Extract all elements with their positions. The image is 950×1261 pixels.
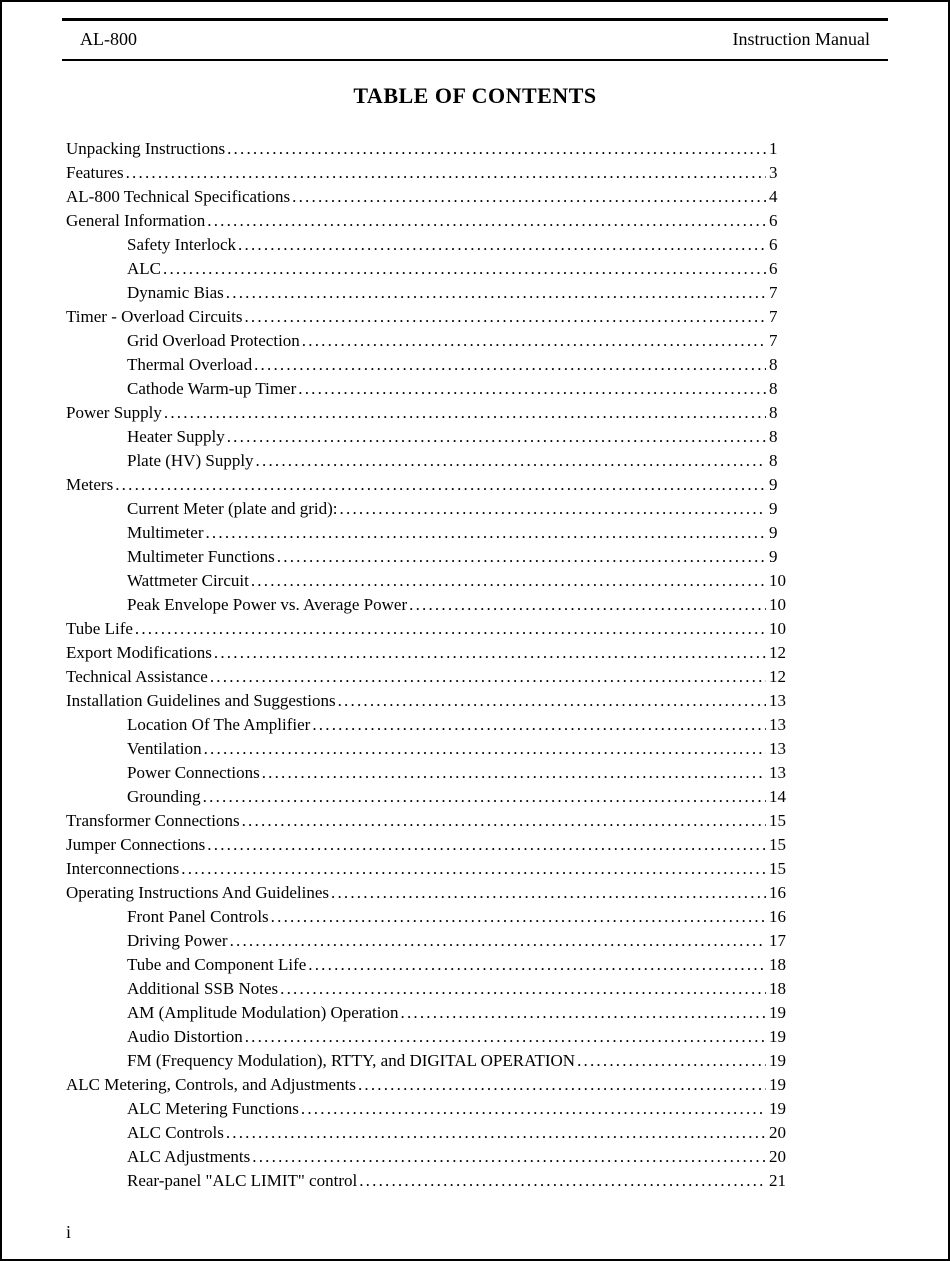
page-title: TABLE OF CONTENTS (353, 83, 597, 108)
toc-entry-label: ALC Controls (127, 1123, 224, 1142)
toc-entry (66, 281, 791, 305)
toc-list (66, 137, 791, 1193)
toc-entry-label: Installation Guidelines and Suggestions (66, 691, 336, 710)
toc-dot-leader (238, 233, 766, 257)
page-header (62, 21, 888, 59)
toc-dot-leader (226, 1121, 766, 1145)
toc-entry (66, 665, 791, 689)
toc-entry-page: 19 (769, 1051, 786, 1070)
toc-entry (66, 593, 791, 617)
toc-entry-page: 15 (769, 811, 786, 830)
toc-entry (66, 329, 791, 353)
toc-entry-label: Additional SSB Notes (127, 979, 279, 998)
toc-dot-leader (251, 569, 766, 593)
toc-entry-label: Tube and Component Life (127, 955, 307, 974)
toc-dot-leader (359, 1169, 766, 1193)
toc-dot-leader (338, 689, 766, 713)
toc-entry-page: 19 (769, 1075, 786, 1094)
toc-dot-leader (227, 425, 766, 449)
toc-dot-leader (244, 305, 766, 329)
toc-entry-page: 4 (769, 187, 778, 206)
toc-entry-page: 18 (769, 955, 786, 974)
toc-entry-label: Power Supply (66, 403, 162, 422)
toc-entry-page: 8 (769, 379, 778, 398)
toc-entry (66, 161, 791, 185)
toc-entry-label: Grounding (127, 787, 201, 806)
toc-entry-label: FM (Frequency Modulation), RTTY, and DIGITAL OPERATION (127, 1051, 576, 1070)
toc-entry-label: Export Modifications (66, 643, 212, 662)
toc-entry (66, 209, 791, 233)
toc-dot-leader (301, 1097, 766, 1121)
toc-entry (66, 1169, 791, 1193)
toc-entry-page: 6 (769, 235, 778, 254)
toc-dot-leader (252, 1145, 766, 1169)
toc-entry (66, 521, 791, 545)
toc-entry-page: 6 (769, 259, 778, 278)
toc-entry-label: Rear-panel "ALC LIMIT" control (127, 1171, 358, 1190)
toc-entry-label: Multimeter Functions (127, 547, 275, 566)
toc-entry-page: 15 (769, 835, 786, 854)
toc-dot-leader (340, 497, 766, 521)
toc-entry-label: Operating Instructions And Guidelines (66, 883, 329, 902)
toc-entry-page: 12 (769, 667, 786, 686)
toc-entry (66, 1097, 791, 1121)
toc-entry-page: 7 (769, 331, 778, 350)
toc-entry-page: 20 (769, 1123, 786, 1142)
toc-dot-leader (312, 713, 766, 737)
toc-entry-label: Cathode Warm-up Timer (127, 379, 297, 398)
toc-entry-page: 8 (769, 403, 778, 422)
toc-entry (66, 473, 791, 497)
toc-dot-leader (203, 785, 766, 809)
toc-entry-page: 3 (769, 163, 778, 182)
toc-dot-leader (181, 857, 766, 881)
toc-entry (66, 377, 791, 401)
footer-page-number: i (66, 1222, 72, 1242)
toc-entry (66, 785, 791, 809)
toc-dot-leader (302, 329, 766, 353)
toc-entry (66, 257, 791, 281)
toc-entry (66, 1073, 791, 1097)
toc-entry-page: 13 (769, 715, 786, 734)
toc-entry-label: Safety Interlock (127, 235, 237, 254)
toc-entry-label: General Information (66, 211, 206, 230)
toc-dot-leader (230, 929, 766, 953)
toc-dot-leader (227, 137, 766, 161)
toc-dot-leader (214, 641, 766, 665)
toc-dot-leader (271, 905, 766, 929)
toc-dot-leader (409, 593, 766, 617)
toc-dot-leader (115, 473, 766, 497)
toc-entry-label: ALC Metering Functions (127, 1099, 299, 1118)
toc-entry (66, 1145, 791, 1169)
toc-dot-leader (292, 185, 766, 209)
toc-entry-label: Meters (66, 475, 114, 494)
toc-entry-page: 10 (769, 595, 786, 614)
toc-entry-page: 9 (769, 475, 778, 494)
toc-entry (66, 425, 791, 449)
toc-entry (66, 881, 791, 905)
toc-entry-label: Driving Power (127, 931, 228, 950)
toc-entry-page: 9 (769, 523, 778, 542)
toc-entry (66, 641, 791, 665)
toc-entry-label: Ventilation (127, 739, 202, 758)
toc-entry-label: Technical Assistance (66, 667, 208, 686)
toc-entry-label: Front Panel Controls (127, 907, 269, 926)
toc-entry-label: Transformer Connections (66, 811, 240, 830)
toc-entry-label: Jumper Connections (66, 835, 206, 854)
toc-entry-page: 12 (769, 643, 786, 662)
toc-entry-label: Grid Overload Protection (127, 331, 300, 350)
toc-dot-leader (242, 809, 766, 833)
toc-entry (66, 833, 791, 857)
toc-entry-page: 1 (769, 139, 778, 158)
toc-entry-page: 14 (769, 787, 786, 806)
toc-entry (66, 905, 791, 929)
toc-entry-page: 15 (769, 859, 786, 878)
toc-dot-leader (226, 281, 766, 305)
toc-entry-page: 8 (769, 427, 778, 446)
toc-dot-leader (277, 545, 766, 569)
toc-entry (66, 1001, 791, 1025)
toc-dot-leader (135, 617, 766, 641)
toc-entry-page: 8 (769, 451, 778, 470)
toc-entry (66, 137, 791, 161)
toc-entry-page: 21 (769, 1171, 786, 1190)
toc-entry (66, 977, 791, 1001)
toc-entry-label: Peak Envelope Power vs. Average Power (127, 595, 408, 614)
toc-dot-leader (308, 953, 766, 977)
toc-entry-page: 19 (769, 1099, 786, 1118)
toc-entry (66, 569, 791, 593)
toc-dot-leader (358, 1073, 766, 1097)
toc-entry-page: 9 (769, 547, 778, 566)
toc-entry-label: Multimeter (127, 523, 204, 542)
toc-entry (66, 857, 791, 881)
toc-entry (66, 953, 791, 977)
toc-entry-page: 13 (769, 739, 786, 758)
toc-entry (66, 497, 791, 521)
toc-dot-leader (163, 257, 766, 281)
toc-entry-page: 20 (769, 1147, 786, 1166)
toc-entry-label: Heater Supply (127, 427, 225, 446)
toc-entry-page: 7 (769, 307, 778, 326)
header-rule (62, 59, 888, 61)
toc-entry (66, 809, 791, 833)
toc-dot-leader (280, 977, 766, 1001)
toc-dot-leader (207, 833, 766, 857)
toc-entry-page: 9 (769, 499, 778, 518)
toc-dot-leader (254, 353, 766, 377)
toc-entry-page: 13 (769, 691, 786, 710)
toc-entry (66, 545, 791, 569)
toc-dot-leader (207, 209, 766, 233)
toc-entry-label: Interconnections (66, 859, 180, 878)
toc-entry-label: Audio Distortion (127, 1027, 243, 1046)
toc-entry-label: ALC Metering, Controls, and Adjustments (66, 1075, 356, 1094)
toc-entry-page: 13 (769, 763, 786, 782)
toc-entry-page: 6 (769, 211, 778, 230)
toc-entry-page: 19 (769, 1027, 786, 1046)
toc-entry (66, 353, 791, 377)
toc-entry-label: ALC (127, 259, 161, 278)
toc-entry (66, 185, 791, 209)
toc-dot-leader (298, 377, 766, 401)
toc-dot-leader (401, 1001, 767, 1025)
toc-entry (66, 713, 791, 737)
toc-dot-leader (164, 401, 766, 425)
toc-dot-leader (204, 737, 766, 761)
toc-entry-label: Thermal Overload (127, 355, 253, 374)
toc-entry-page: 10 (769, 571, 786, 590)
toc-entry (66, 929, 791, 953)
toc-entry (66, 761, 791, 785)
toc-entry-page: 16 (769, 907, 786, 926)
toc-entry-label: AL-800 Technical Specifications (66, 187, 291, 206)
toc-dot-leader (245, 1025, 766, 1049)
toc-dot-leader (126, 161, 766, 185)
toc-dot-leader (577, 1049, 766, 1073)
toc-entry (66, 1049, 791, 1073)
toc-entry-label: Power Connections (127, 763, 260, 782)
toc-entry (66, 689, 791, 713)
toc-entry-page: 18 (769, 979, 786, 998)
toc-entry-page: 16 (769, 883, 786, 902)
toc-entry (66, 449, 791, 473)
toc-entry-label: ALC Adjustments (127, 1147, 251, 1166)
header-doc-type-label: Instruction Manual (732, 29, 870, 49)
toc-entry-page: 10 (769, 619, 786, 638)
toc-entry-label: Location Of The Amplifier (127, 715, 311, 734)
toc-entry (66, 1121, 791, 1145)
toc-entry-label: Wattmeter Circuit (127, 571, 249, 590)
toc-entry-label: Current Meter (plate and grid): (127, 499, 338, 518)
toc-entry (66, 401, 791, 425)
toc-entry-page: 17 (769, 931, 786, 950)
toc-entry-label: Plate (HV) Supply (127, 451, 254, 470)
toc-dot-leader (205, 521, 766, 545)
toc-entry-page: 7 (769, 283, 778, 302)
toc-dot-leader (262, 761, 766, 785)
toc-dot-leader (331, 881, 766, 905)
toc-entry (66, 737, 791, 761)
toc-entry (66, 305, 791, 329)
toc-entry (66, 233, 791, 257)
toc-entry (66, 1025, 791, 1049)
toc-entry-page: 19 (769, 1003, 786, 1022)
toc-dot-leader (210, 665, 766, 689)
header-model-label: AL-800 (80, 29, 137, 49)
toc-entry-label: AM (Amplitude Modulation) Operation (127, 1003, 399, 1022)
toc-entry-label: Tube Life (66, 619, 133, 638)
toc-entry-label: Unpacking Instructions (66, 139, 226, 158)
toc-entry-label: Features (66, 163, 124, 182)
toc-entry (66, 617, 791, 641)
toc-dot-leader (256, 449, 766, 473)
toc-entry-label: Timer - Overload Circuits (66, 307, 243, 326)
toc-entry-label: Dynamic Bias (127, 283, 224, 302)
toc-entry-page: 8 (769, 355, 778, 374)
